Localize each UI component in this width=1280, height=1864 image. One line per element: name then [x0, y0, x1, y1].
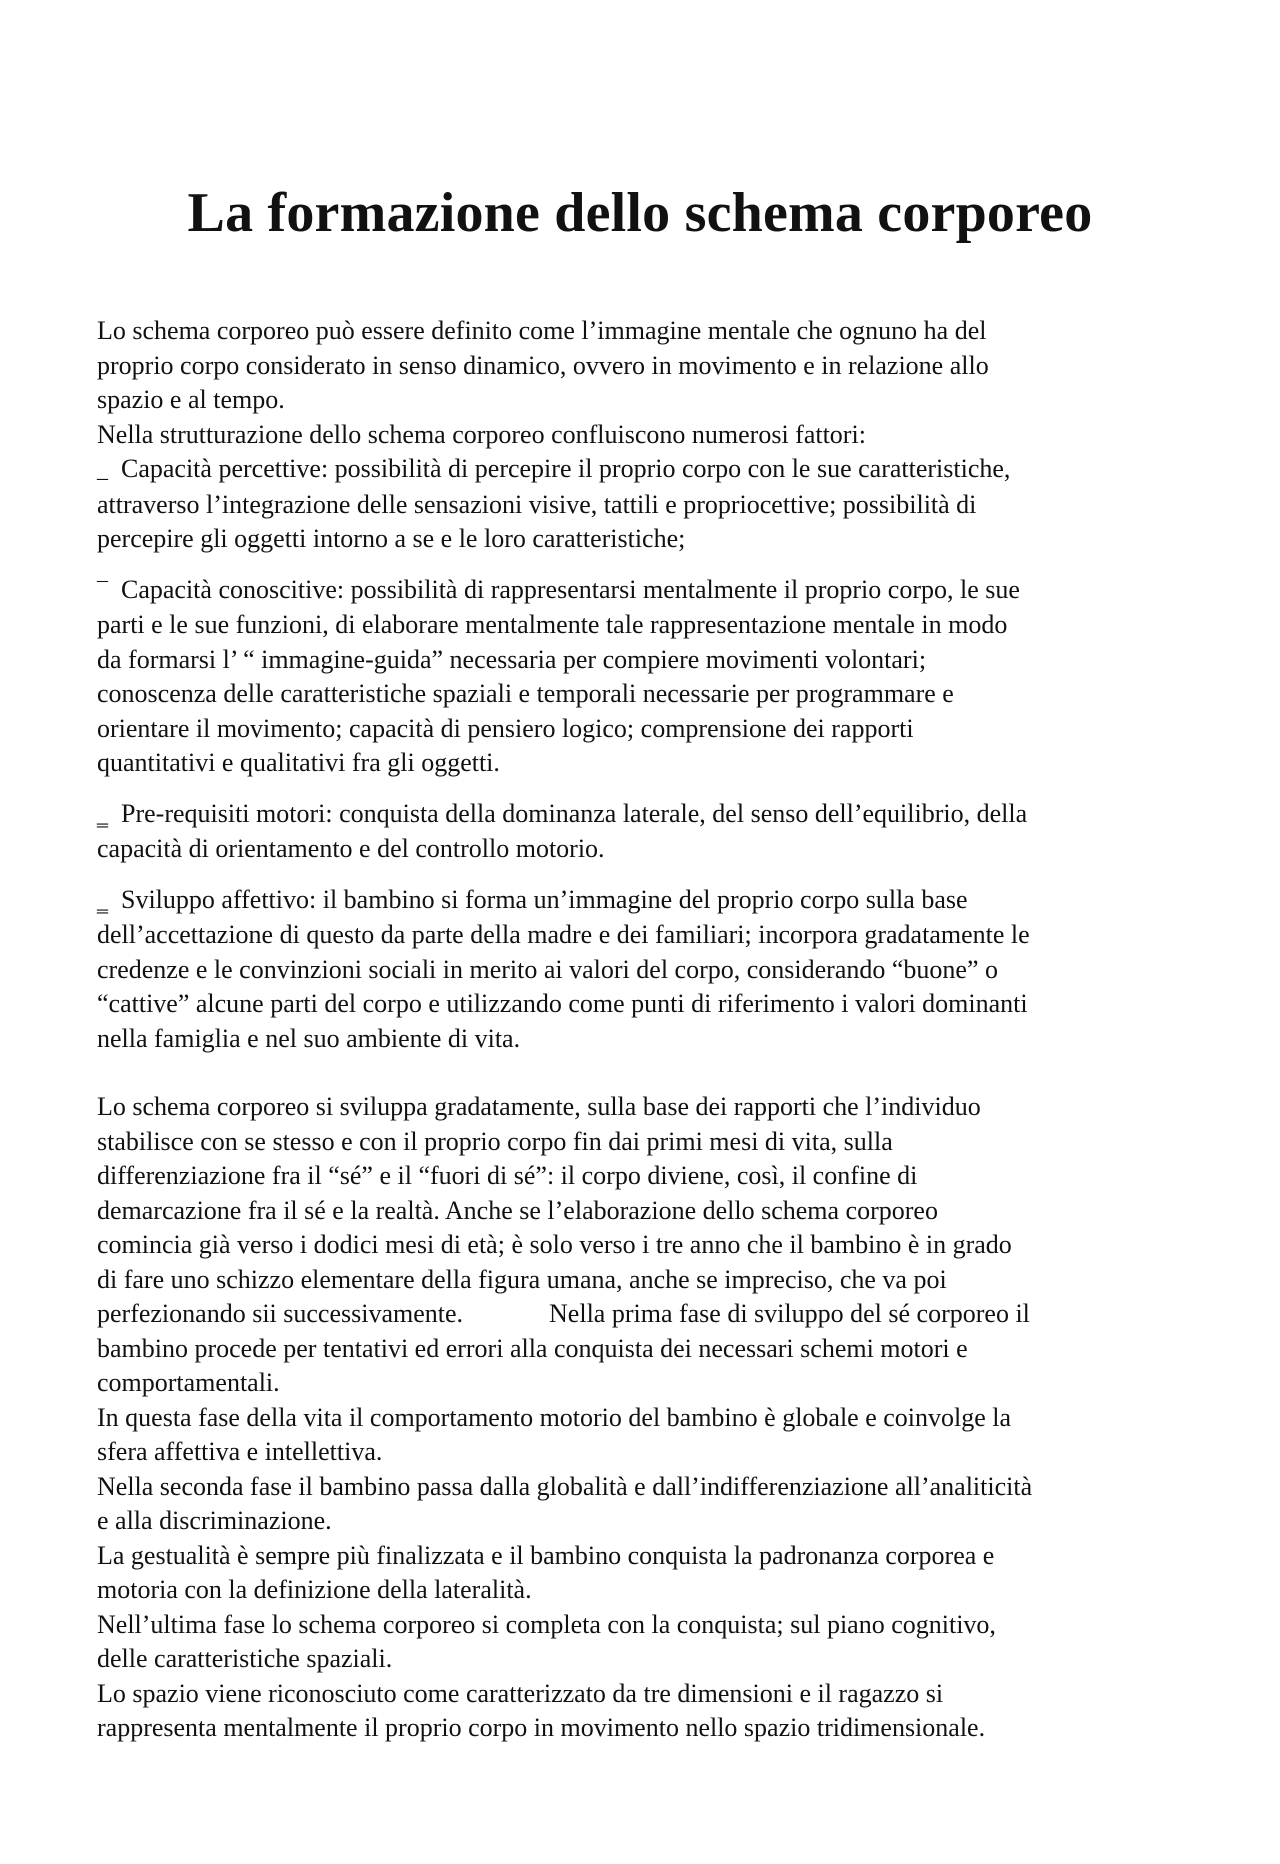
text-line: Nell’ultima fase lo schema corporeo si completa con la conquista; sul piano cognitivo, — [97, 1609, 996, 1639]
text-line: conoscenza delle caratteristiche spaziali e temporali necessarie per programmare e — [97, 679, 954, 708]
text-line: Pre-requisiti motori: conquista della dominanza laterale, del senso dell’equilibrio, della — [121, 798, 1028, 828]
bullet-marker: _ — [97, 457, 108, 482]
bullet-item-motor — [97, 797, 1197, 867]
document-title: La formazione dello schema corporeo — [187, 182, 1093, 244]
bullet-item-affective — [97, 883, 1197, 1057]
text-line: demarcazione fra il sé e la realtà. Anche se l’elaborazione dello schema corporeo — [97, 1195, 938, 1225]
text-line: La gestualità è sempre più finalizzata e il bambino conquista la padronanza corporea e — [97, 1540, 995, 1570]
text-line: attraverso l’integrazione delle sensazioni visive, tattili e propriocettive; possibilità di — [97, 489, 977, 519]
text-line: spazio e al tempo. — [97, 385, 285, 414]
text-line: quantitativi e qualitativi fra gli oggetti. — [97, 748, 500, 777]
text-line: Capacità conoscitive: possibilità di rappresentarsi mentalmente il proprio corpo, le sue — [121, 574, 1020, 604]
text-line: Lo schema corporeo può essere definito come l’immagine mentale che ognuno ha del — [97, 316, 987, 345]
text-line: stabilisce con se stesso e con il proprio corpo fin dai primi mesi di vita, sulla — [97, 1126, 893, 1156]
text-line: differenziazione fra il “sé” e il “fuori di sé”: il corpo diviene, così, il confine di — [97, 1161, 918, 1190]
text-line: credenze e le convinzioni sociali in merito ai valori del corpo, considerando “buone” o — [97, 954, 998, 984]
text-line: e alla discriminazione. — [97, 1506, 332, 1535]
text-line: dell’accettazione di questo da parte della madre e dei familiari; incorpora gradatamente le — [97, 920, 1030, 949]
text-line: motoria con la definizione della lateralità. — [97, 1575, 532, 1604]
bullet-marker: ‗ — [97, 887, 108, 913]
text-line: In questa fase della vita il comportamento motorio del bambino è globale e coinvolge la — [97, 1402, 1012, 1432]
development-paragraph — [97, 1090, 1197, 1746]
text-line: capacità di orientamento e del controllo motorio. — [97, 834, 605, 863]
split-line-right: Nella prima fase di sviluppo del sé corporeo il — [549, 1299, 1030, 1328]
text-line: sfera affettiva e intellettiva. — [97, 1437, 383, 1466]
bullet-marker: ¯ — [97, 577, 108, 603]
text-line: orientare il movimento; capacità di pensiero logico; comprensione dei rapporti — [97, 713, 914, 743]
text-line: delle caratteristiche spaziali. — [97, 1644, 393, 1673]
text-line: Capacità percettive: possibilità di percepire il proprio corpo con le sue caratteristiche, — [121, 454, 1011, 483]
bullet-marker: ‗ — [97, 801, 108, 827]
text-line: Nella seconda fase il bambino passa dalla globalità e dall’indifferenziazione all’analiticità — [97, 1471, 1033, 1501]
text-line: nella famiglia e nel suo ambiente di vita. — [97, 1023, 521, 1053]
document-body — [97, 314, 1197, 1746]
split-line-left: perfezionando sii successivamente. — [97, 1299, 464, 1328]
intro-paragraph — [97, 314, 1197, 452]
text-line: di fare uno schizzo elementare della figura umana, anche se impreciso, che va poi — [97, 1264, 947, 1294]
text-line: Lo schema corporeo si sviluppa gradatamente, sulla base dei rapporti che l’individuo — [97, 1092, 981, 1121]
text-line: comincia già verso i dodici mesi di età; è solo verso i tre anno che il bambino è in grado — [97, 1230, 1012, 1259]
text-line: Sviluppo affettivo: il bambino si forma un’immagine del proprio corpo sulla base — [121, 884, 968, 914]
text-line: comportamentali. — [97, 1368, 280, 1397]
text-line: parti e le sue funzioni, di elaborare mentalmente tale rappresentazione mentale in modo — [97, 610, 1008, 639]
bullet-item-perceptive — [97, 452, 1197, 557]
text-line: percepire gli oggetti intorno a se e le loro caratteristiche; — [97, 524, 686, 553]
text-line: proprio corpo considerato in senso dinamico, ovvero in movimento e in relazione allo — [97, 350, 989, 380]
text-line: Lo spazio viene riconosciuto come caratterizzato da tre dimensioni e il ragazzo si — [97, 1678, 944, 1708]
text-line: “cattive” alcune parti del corpo e utilizzando come punti di riferimento i valori dominanti — [97, 989, 1028, 1018]
text-line: bambino procede per tentativi ed errori alla conquista dei necessari schemi motori e — [97, 1333, 968, 1363]
bullet-item-cognitive — [97, 573, 1197, 781]
text-line: rappresenta mentalmente il proprio corpo in movimento nello spazio tridimensionale. — [97, 1713, 986, 1742]
split-text-line — [97, 1297, 1197, 1332]
text-line: Nella strutturazione dello schema corporeo confluiscono numerosi fattori: — [97, 419, 866, 449]
text-line: da formarsi l’ “ immagine-guida” necessaria per compiere movimenti volontari; — [97, 644, 927, 674]
